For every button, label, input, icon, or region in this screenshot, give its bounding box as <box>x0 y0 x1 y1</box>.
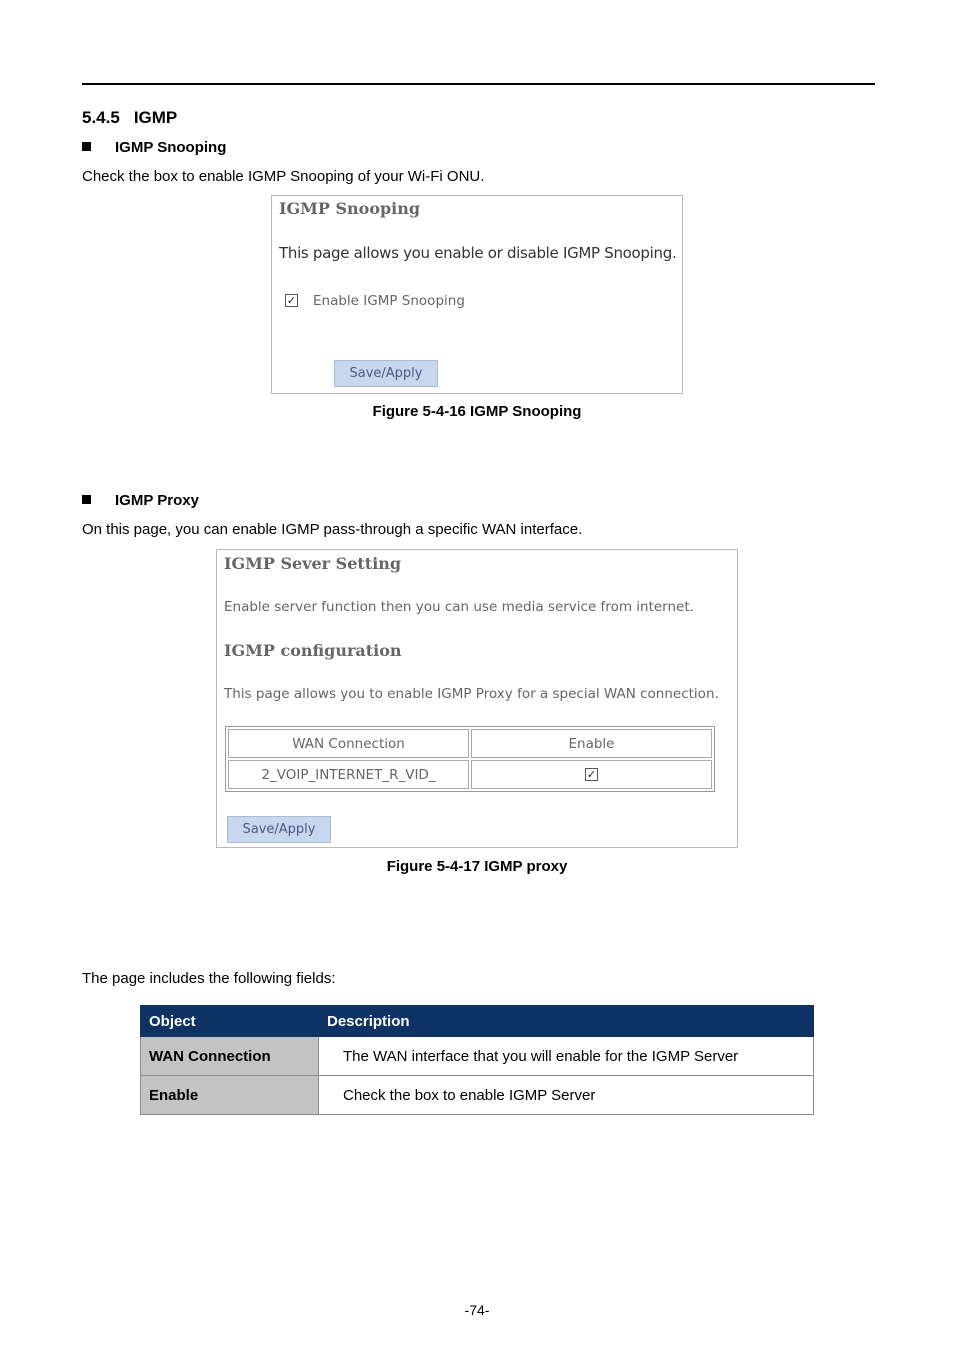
object-column-header: Object <box>141 1006 319 1037</box>
table-header-row <box>228 729 712 758</box>
snooping-panel-description: This page allows you enable or disable IGMP Snooping. <box>279 244 677 262</box>
wan-connection-table <box>225 726 715 792</box>
enable-proxy-checkbox[interactable]: ✓ <box>586 768 597 781</box>
fields-header-row <box>141 1006 814 1037</box>
section-heading <box>82 108 177 128</box>
snooping-heading-text: IGMP Snooping <box>115 139 227 156</box>
server-setting-title: IGMP Sever Setting <box>224 554 402 573</box>
proxy-heading-text: IGMP Proxy <box>115 492 199 509</box>
enable-snooping-checkbox[interactable]: ✓ <box>286 294 297 307</box>
fields-table <box>140 1005 814 1115</box>
igmp-config-title: IGMP configuration <box>224 641 402 660</box>
bullet-square-icon <box>82 495 91 504</box>
wan-connection-header: WAN Connection <box>228 729 469 758</box>
table-row <box>141 1076 814 1115</box>
enable-snooping-label: Enable IGMP Snooping <box>313 293 465 309</box>
bullet-square-icon <box>82 142 91 151</box>
enable-header: Enable <box>471 729 712 758</box>
table-row <box>141 1037 814 1076</box>
proxy-intro: On this page, you can enable IGMP pass-through a specific WAN interface. <box>82 521 583 538</box>
table-row <box>228 760 712 789</box>
fields-intro: The page includes the following fields: <box>82 970 336 987</box>
snooping-intro: Check the box to enable IGMP Snooping of your Wi-Fi ONU. <box>82 168 485 185</box>
snooping-save-button[interactable]: Save/Apply <box>334 360 438 387</box>
section-number: 5.4.5 <box>82 108 120 127</box>
page-number: -74- <box>464 1302 490 1318</box>
description-cell: The WAN interface that you will enable for the IGMP Server <box>319 1037 814 1076</box>
enable-cell <box>471 760 712 789</box>
section-title: IGMP <box>133 108 178 127</box>
description-column-header: Description <box>319 1006 814 1037</box>
igmp-config-description: This page allows you to enable IGMP Proxy for a special WAN connection. <box>224 686 719 702</box>
wan-connection-cell: 2_VOIP_INTERNET_R_VID_ <box>228 760 469 789</box>
server-setting-description: Enable server function then you can use media service from internet. <box>224 599 694 615</box>
snooping-screenshot <box>271 195 683 394</box>
proxy-heading <box>82 492 199 509</box>
object-cell: Enable <box>141 1076 319 1115</box>
proxy-save-button[interactable]: Save/Apply <box>227 816 331 843</box>
snooping-heading <box>82 139 226 156</box>
description-cell: Check the box to enable IGMP Server <box>319 1076 814 1115</box>
snooping-caption: Figure 5-4-16 IGMP Snooping <box>372 403 582 420</box>
object-cell: WAN Connection <box>141 1037 319 1076</box>
snooping-panel-title: IGMP Snooping <box>279 199 421 218</box>
proxy-screenshot <box>216 549 738 848</box>
header-rule <box>82 83 875 85</box>
proxy-caption: Figure 5-4-17 IGMP proxy <box>386 858 568 875</box>
